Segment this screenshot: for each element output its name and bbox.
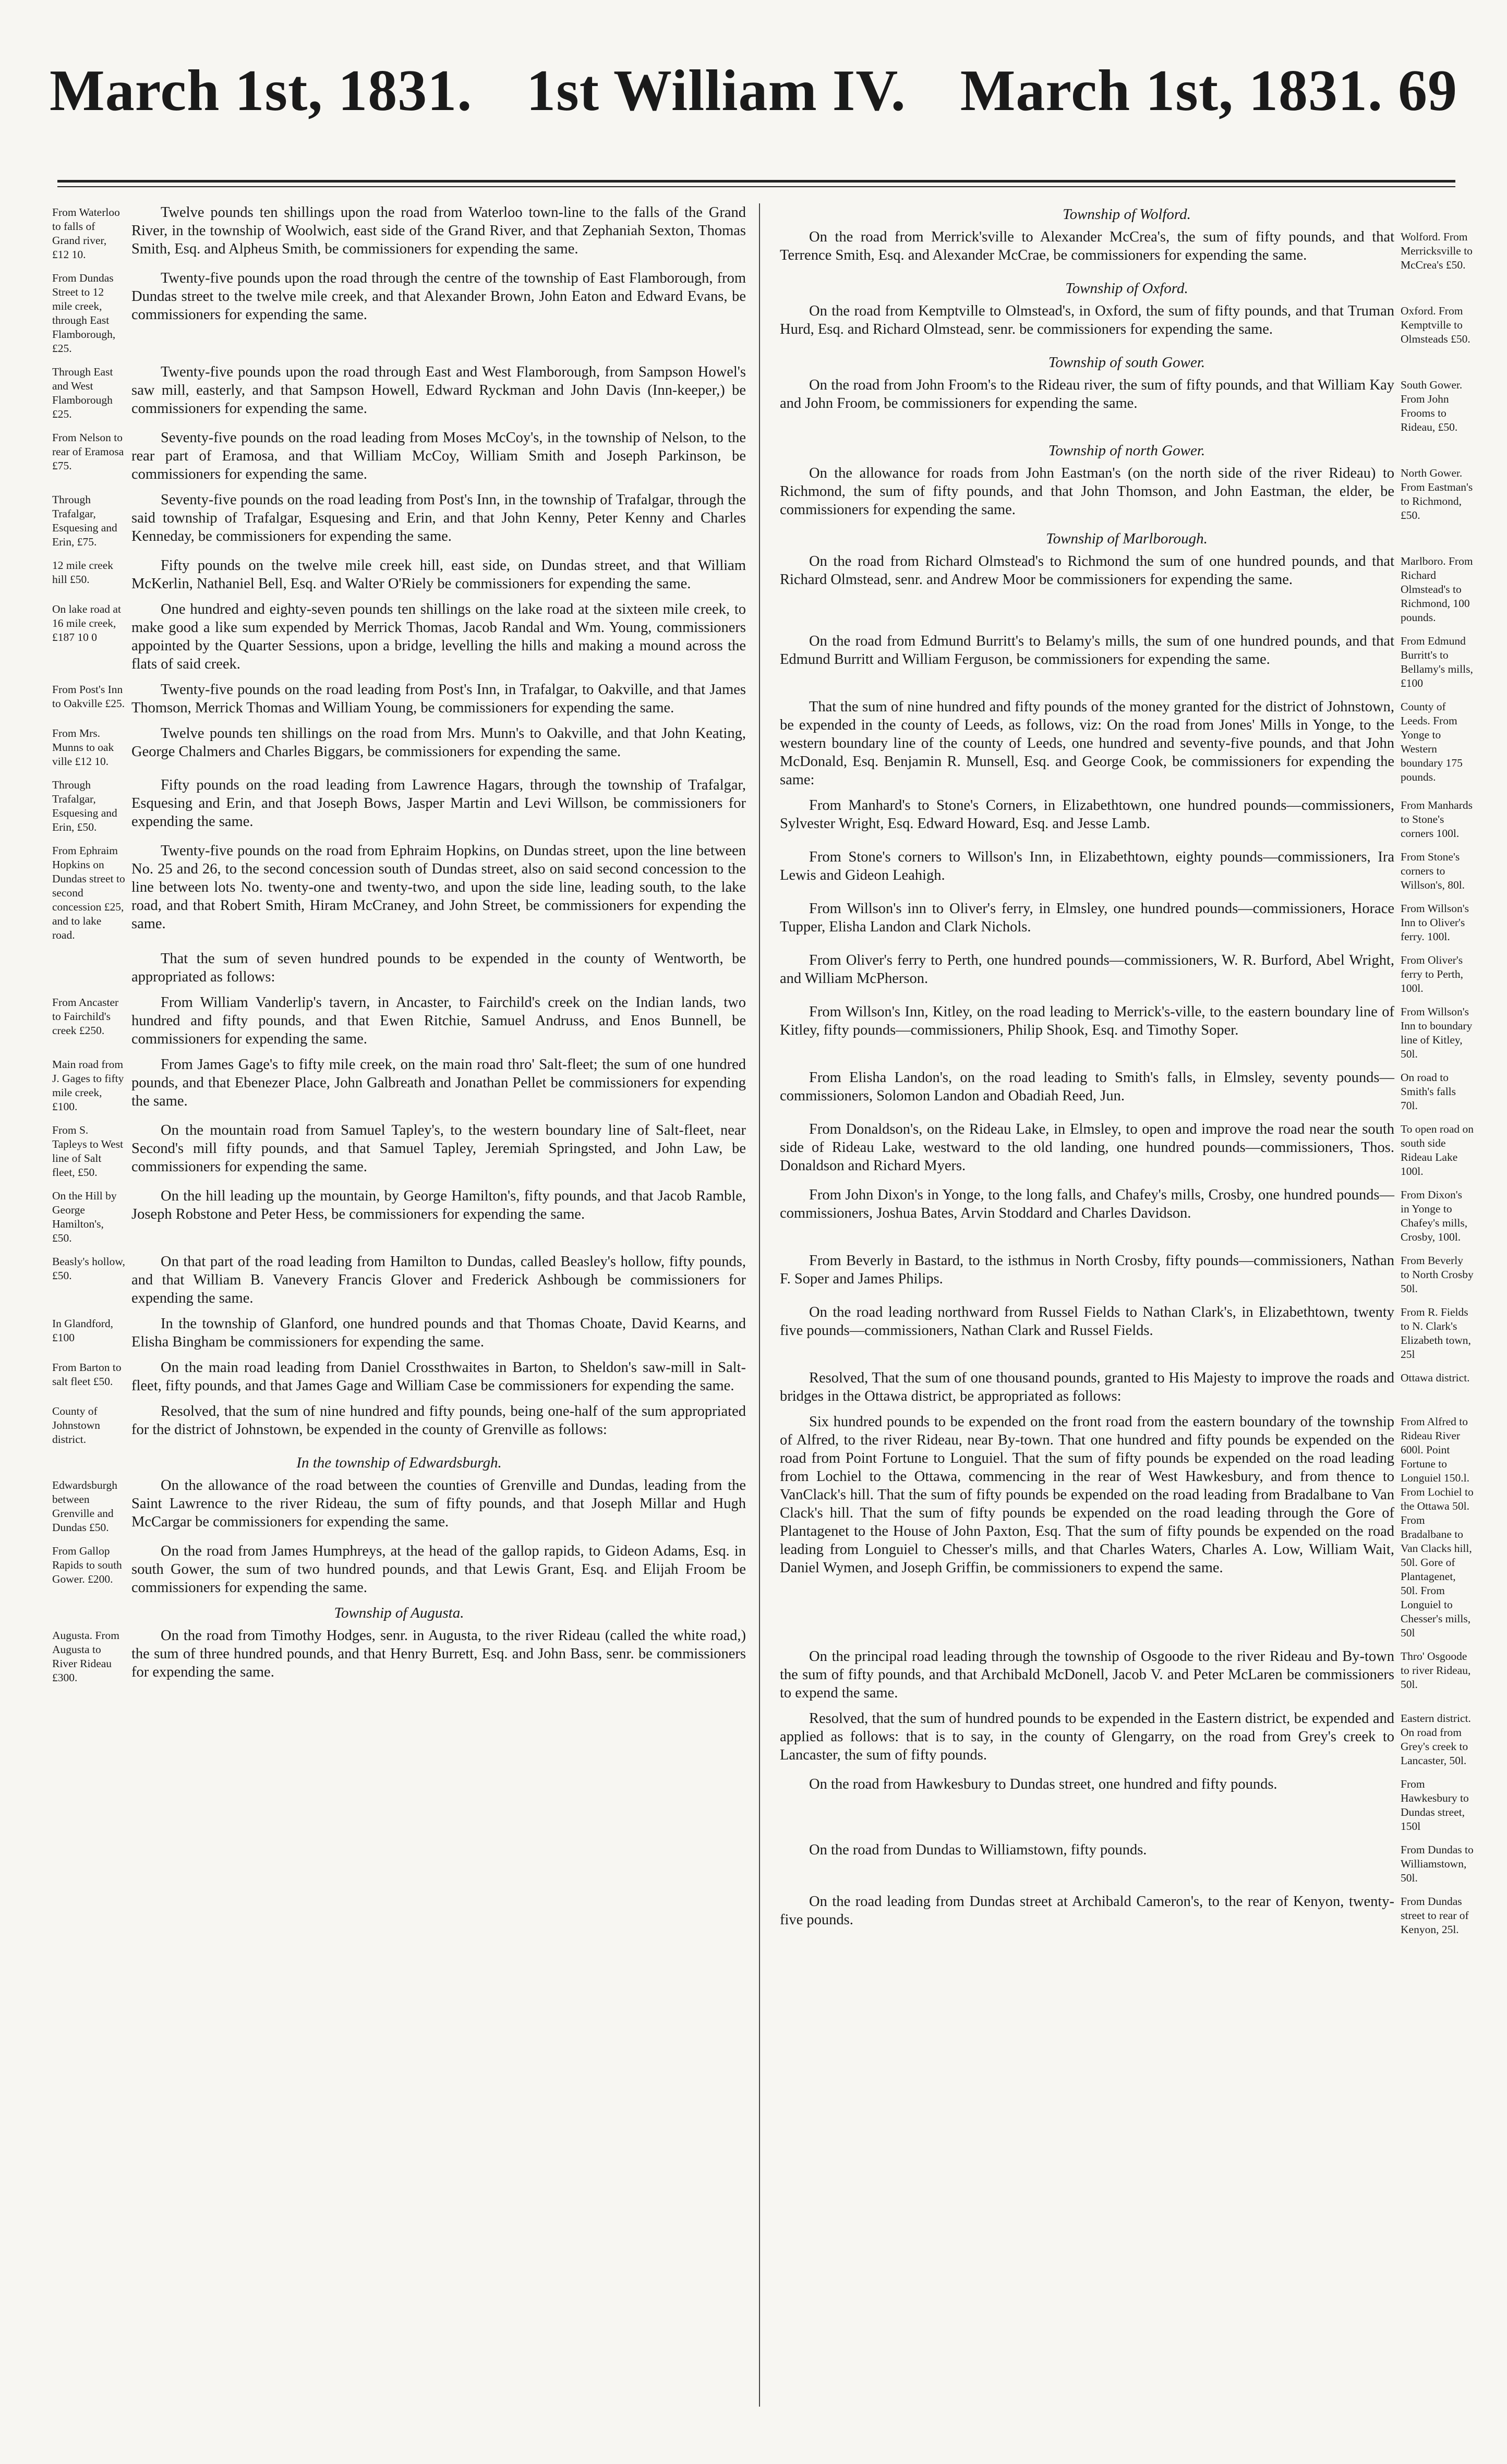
section-heading: Township of Oxford. xyxy=(1065,280,1188,297)
entry-text-block xyxy=(131,1358,746,1395)
resolution-entry xyxy=(780,848,1474,892)
resolution-entry xyxy=(52,556,746,593)
entry-text: From William Vanderlip's tavern, in Ancaster, to Fairchild's creek on the Indian lands, two hundred and fifty pounds, and that Ewen Ritchie, Samuel Andruss, and Enos Bunnell, be commissioners for expending the same. xyxy=(131,994,746,1047)
entry-text-block xyxy=(780,1069,1394,1113)
resolution-entry xyxy=(52,203,746,262)
entry-text: On the road from Edmund Burritt's to Belamy's mills, the sum of one hundred pounds, and that Edmund Burritt and William Ferguson, be commissioners for expending the same. xyxy=(780,633,1394,667)
resolution-entry xyxy=(780,1252,1474,1296)
entry-text: On the road from Dundas to Williamstown, fifty pounds. xyxy=(809,1842,1147,1858)
section-heading: Township of Augusta. xyxy=(334,1605,464,1621)
entry-text-block xyxy=(780,1120,1394,1179)
entry-text: Fifty pounds on the twelve mile creek hill, east side, on Dundas street, and that William McKerlin, Nathaniel Bell, Esq. and Walter O'Riely be commissioners for expending the same. xyxy=(131,557,746,592)
margin-note: From Waterloo to falls of Grand river, £12 10. xyxy=(52,206,120,261)
margin-note: Through Trafalgar, Esquesing and Erin, £50. xyxy=(52,779,117,833)
margin-note: From Dundas Street to 12 mile creek, through East Flamborough, £25. xyxy=(52,272,116,355)
entry-text-block xyxy=(780,1186,1394,1244)
margin-note: From Dundas street to rear of Kenyon, 25l. xyxy=(1401,1895,1469,1936)
entry-text-block xyxy=(131,600,746,673)
resolution-entry xyxy=(780,1303,1474,1362)
column-divider xyxy=(759,203,760,2407)
entry-text: On the road from Kemptville to Olmstead's, in Oxford, the sum of fifty pounds, and that Truman Hurd, Esq. and Richard Olmstead, senr. be commissioners for expending the same. xyxy=(780,303,1394,337)
resolution-entry xyxy=(780,698,1474,789)
entry-text: On the hill leading up the mountain, by George Hamilton's, fifty pounds, and that Jacob Ramble, Joseph Robstone and Peter Hess, be commissioners for expending the same. xyxy=(131,1188,746,1222)
entry-text-block xyxy=(780,632,1394,690)
section-heading: In the township of Edwardsburgh. xyxy=(296,1454,502,1471)
margin-note: 12 mile creek hill £50. xyxy=(52,559,114,586)
resolution-entry xyxy=(780,1413,1474,1640)
header-right-date-page: March 1st, 1831. 69 xyxy=(960,58,1457,123)
entry-text-block xyxy=(780,1413,1394,1640)
margin-note: From R. Fields to N. Clark's Elizabeth town, 25l xyxy=(1401,1306,1471,1361)
resolution-entry xyxy=(780,1120,1474,1179)
resolution-entry xyxy=(780,1647,1474,1702)
margin-note: Main road from J. Gages to fifty mile creek, £100. xyxy=(52,1058,124,1113)
entry-text: On the allowance of the road between the counties of Grenville and Dundas, leading from the Saint Lawrence to the river Rideau, the sum of fifty pounds, and that Joseph Millar and Hugh McCargar be commissioners for expending the same. xyxy=(131,1477,746,1530)
page-header xyxy=(50,57,1457,136)
margin-note: From Nelson to rear of Eramosa £75. xyxy=(52,431,124,472)
margin-note: From S. Tapleys to West line of Salt fleet, £50. xyxy=(52,1124,124,1179)
entry-text-block xyxy=(131,491,746,549)
entry-text: That the sum of seven hundred pounds to be expended in the county of Wentworth, be appropriated as follows: xyxy=(131,951,746,985)
resolution-entry xyxy=(52,1121,746,1180)
entry-text-block xyxy=(131,724,746,769)
entry-text: Resolved, that the sum of hundred pounds to be expended in the Eastern district, be expended and applied as follows: that is to say, in the county of Glengarry, on the road from Grey's creek to Lancaster, the sum of fifty pounds. xyxy=(780,1710,1394,1763)
resolution-entry xyxy=(52,993,746,1048)
margin-note: Beasly's hollow, £50. xyxy=(52,1255,125,1282)
entry-text-block xyxy=(131,556,746,593)
entry-text-block xyxy=(131,1055,746,1114)
resolution-entry xyxy=(780,1775,1474,1834)
entry-text-block xyxy=(780,900,1394,944)
entry-text: From Oliver's ferry to Perth, one hundred pounds—commissioners, W. R. Burford, Abel Wright, and William McPherson. xyxy=(780,952,1394,987)
entry-text: On the road from Merrick'sville to Alexander McCrea's, the sum of fifty pounds, and that Terrence Smith, Esq. and Alexander McCrae, be commissioners for expending the same. xyxy=(780,229,1394,263)
entry-text-block xyxy=(131,1542,746,1597)
entry-text: On the principal road leading through the township of Osgoode to the river Rideau and By-town the sum of fifty pounds, and that Archibald McDonell, Jacob V. and Peter McLaren be commissioners to expend the same. xyxy=(780,1648,1394,1701)
resolution-entry xyxy=(780,552,1474,625)
entry-text-block xyxy=(780,302,1394,346)
entry-text: From Manhard's to Stone's Corners, in Elizabethtown, one hundred pounds—commissioners, Sylvester Wright, Esq. Edward Howard, Esq. and Jesse Lamb. xyxy=(780,797,1394,832)
resolution-entry xyxy=(780,796,1474,841)
resolution-entry xyxy=(52,1253,746,1307)
entry-text-block xyxy=(131,1402,746,1447)
entry-text-block xyxy=(780,848,1394,892)
margin-note: From Mrs. Munns to oak ville £12 10. xyxy=(52,727,114,768)
margin-note: From Alfred to Rideau River 600l. Point Fortune to Longuiel 150.l. From Lochiel to the Ottawa 50l. From Bradalbane to Van Clacks hill, 50l. Gore of Plantagenet, 50l. From Longuiel to Chesser's mills, 50l xyxy=(1401,1415,1474,1639)
entry-text-block xyxy=(780,1252,1394,1296)
entry-text: Resolved, That the sum of one thousand pounds, granted to His Majesty to improve the roads and bridges in the Ottawa district, be appropriated as follows: xyxy=(780,1370,1394,1404)
entry-text-block xyxy=(131,1476,746,1535)
entry-text: On the allowance for roads from John Eastman's (on the north side of the river Rideau) to Richmond, the sum of fifty pounds, and that John Thomson, and John Eastman, the elder, be commissioners for expending the same. xyxy=(780,465,1394,518)
entry-text-block xyxy=(780,376,1394,434)
resolution-entry xyxy=(52,776,746,834)
resolution-entry xyxy=(52,1476,746,1535)
entry-text-block xyxy=(131,1187,746,1245)
margin-note: Marlboro. From Richard Olmstead's to Richmond, 100 pounds. xyxy=(1401,555,1473,624)
entry-text: On that part of the road leading from Hamilton to Dundas, called Beasley's hollow, fifty pounds, and that William B. Vanevery Francis Glover and Frederick Ashbough be commissioners for expending the same. xyxy=(131,1254,746,1306)
resolution-entry xyxy=(52,1055,746,1114)
margin-note: From Ephraim Hopkins on Dundas street to second concession £25, and to lake road. xyxy=(52,844,125,941)
entry-text: On the mountain road from Samuel Tapley's, to the western boundary line of Salt-fleet, near Second's mill fifty pounds, and that Samuel Tapley, Jeremiah Springsted, and John Law, be commissioners for expending the same. xyxy=(131,1122,746,1175)
margin-note: From Dixon's in Yonge to Chafey's mills, Crosby, 100l. xyxy=(1401,1188,1468,1243)
entry-text: From Beverly in Bastard, to the isthmus in North Crosby, fifty pounds—commissioners, Nathan F. Soper and James Philips. xyxy=(780,1253,1394,1287)
entry-text: On the road from James Humphreys, at the head of the gallop rapids, to Gideon Adams, Esq. in south Gower, the sum of two hundred pounds, and that Lewis Grant, Esq. and Elijah Froom be commissioners for expending the same. xyxy=(131,1543,746,1596)
entry-text: From Stone's corners to Willson's Inn, in Elizabethtown, eighty pounds—commissioners, Ira Lewis and Gideon Leahigh. xyxy=(780,849,1394,883)
entry-text-block xyxy=(780,1303,1394,1362)
margin-note: From Beverly to North Crosby 50l. xyxy=(1401,1254,1474,1295)
entry-text: Twelve pounds ten shillings upon the road from Waterloo town-line to the falls of the Grand River, in the township of Woolwich, east side of the Grand River, and that Zephaniah Sexton, Thomas Smith, Esq. and Alpheus Smith, be commissioners for expending the same. xyxy=(131,204,746,257)
entry-text-block xyxy=(780,698,1394,789)
resolution-entry xyxy=(780,228,1474,272)
entry-text-block xyxy=(131,269,746,356)
resolution-entry xyxy=(52,681,746,717)
margin-note: North Gower. From Eastman's to Richmond, £50. xyxy=(1401,467,1473,521)
entry-text: Resolved, that the sum of nine hundred and fifty pounds, being one-half of the sum appropriated for the district of Johnstown, be expended in the county of Grenville as follows: xyxy=(131,1403,746,1438)
entry-text-block xyxy=(131,203,746,262)
entry-text-block xyxy=(131,429,746,483)
entry-text-block xyxy=(780,796,1394,841)
entry-text-block xyxy=(780,1892,1394,1937)
margin-note: Eastern district. On road from Grey's creek to Lancaster, 50l. xyxy=(1401,1712,1471,1767)
entry-text-block xyxy=(131,993,746,1048)
margin-note: From Willson's Inn to Oliver's ferry. 100l. xyxy=(1401,902,1469,943)
resolution-entry xyxy=(52,1358,746,1395)
entry-text-block xyxy=(780,1647,1394,1702)
resolution-entry xyxy=(52,842,746,942)
entry-text-block xyxy=(780,1775,1394,1834)
margin-note: Augusta. From Augusta to River Rideau £300. xyxy=(52,1629,119,1684)
entry-text: On the road from Timothy Hodges, senr. in Augusta, to the river Rideau (called the white road,) the sum of three hundred pounds, and that Henry Burrett, Esq. and John Bass, senr. be commissioners for expending the same. xyxy=(131,1628,746,1680)
margin-note: From Manhards to Stone's corners 100l. xyxy=(1401,799,1473,840)
entry-text: Twelve pounds ten shillings on the road from Mrs. Munn's to Oakville, and that John Keating, George Chalmers and Charles Biggars, be commissioners for expending the same. xyxy=(131,725,746,760)
resolution-entry xyxy=(52,1402,746,1447)
section-heading: Township of Marlborough. xyxy=(1046,530,1208,547)
margin-note: On lake road at 16 mile creek, £187 10 0 xyxy=(52,603,121,644)
resolution-entry xyxy=(52,429,746,483)
entry-text: Seventy-five pounds on the road leading from Moses McCoy's, in the township of Nelson, to the rear part of Eramosa, and that William McCoy, William Smith and Joseph Parkinson, be commissioners for expending the same. xyxy=(131,430,746,482)
entry-text: On the road from John Froom's to the Rideau river, the sum of fifty pounds, and that William Kay and John Froom, be commissioners for expending the same. xyxy=(780,377,1394,411)
entry-text-block xyxy=(780,951,1394,996)
entry-text-block xyxy=(780,1003,1394,1061)
header-center-title: 1st William IV. xyxy=(526,58,906,123)
margin-note: From Edmund Burritt's to Bellamy's mills, £100 xyxy=(1401,635,1473,689)
resolution-entry xyxy=(52,1542,746,1597)
entry-text-block xyxy=(131,1253,746,1307)
entry-text: That the sum of nine hundred and fifty pounds of the money granted for the district of Johnstown, be expended in the county of Leeds, as follows, viz: On the road from Jones' Mills in Yonge, to the western boundary line of the county of Leeds, one hundred and seventy-five pounds, and that John McDonald, Esq. Benjamin R. Munsell, Esq. and George Cook, be commissioners for expending the same: xyxy=(780,699,1394,788)
left-column xyxy=(52,203,746,2433)
margin-note: From Ancaster to Fairchild's creek £250. xyxy=(52,996,119,1037)
section-heading: Township of Wolford. xyxy=(1063,206,1191,223)
entry-text: From Willson's Inn, Kitley, on the road leading to Merrick's-ville, to the eastern boundary line of Kitley, fifty pounds—commissioners, Philip Shook, Esq. and Timothy Soper. xyxy=(780,1004,1394,1038)
resolution-entry xyxy=(780,1709,1474,1768)
margin-note: To open road on south side Rideau Lake 100l. xyxy=(1401,1123,1474,1178)
margin-note xyxy=(52,950,125,986)
entry-text: Twenty-five pounds on the road leading from Post's Inn, in Trafalgar, to Oakville, and that James Thomson, Merrick Thomas and William Young, be commissioners for expending the same. xyxy=(131,682,746,716)
resolution-entry xyxy=(52,491,746,549)
entry-text: From John Dixon's in Yonge, to the long falls, and Chafey's mills, Crosby, one hundred pounds—commissioners, Joshua Bates, Arvin Stoddard and Charles Davidson. xyxy=(780,1187,1394,1221)
margin-note: From Hawkesbury to Dundas street, 150l xyxy=(1401,1778,1469,1832)
entry-text: From Willson's inn to Oliver's ferry, in Elmsley, one hundred pounds—commissioners, Horace Tupper, Elisha Landon and Clark Nichols. xyxy=(780,901,1394,935)
resolution-entry xyxy=(52,724,746,769)
header-rule-thin xyxy=(57,186,1455,187)
resolution-entry xyxy=(780,464,1474,523)
entry-text: From Donaldson's, on the Rideau Lake, in Elmsley, to open and improve the road near the south side of Rideau Lake, westward to the old landing, one hundred pounds—commissioners, Thos. Donaldson and Richard Myers. xyxy=(780,1121,1394,1174)
margin-note: South Gower. From John Frooms to Rideau, £50. xyxy=(1401,379,1463,433)
entry-text-block xyxy=(780,464,1394,523)
section-heading: Township of north Gower. xyxy=(1048,442,1205,459)
margin-note: From Post's Inn to Oakville £25. xyxy=(52,683,125,710)
resolution-entry xyxy=(780,1069,1474,1113)
margin-note: From Stone's corners to Willson's, 80l. xyxy=(1401,851,1465,891)
resolution-entry xyxy=(780,376,1474,434)
resolution-entry xyxy=(52,269,746,356)
header-rule xyxy=(57,180,1455,183)
margin-note: County of Leeds. From Yonge to Western boundary 175 pounds. xyxy=(1401,700,1463,783)
resolution-entry xyxy=(780,632,1474,690)
entry-text: Twenty-five pounds on the road from Ephraim Hopkins, on Dundas street, upon the line between No. 25 and 26, to the second concession south of Dundas street, also on said second concession to the line between lots No. twenty-one and twenty-two, and upon the side line, leading south, to the lake road, and that Robert Smith, Hiram McCraney, and John Street, be commissioners for expending the same. xyxy=(131,843,746,932)
entry-text: Twenty-five pounds upon the road through the centre of the township of East Flamborough, from Dundas street to the twelve mile creek, and that Alexander Brown, John Eaton and Edward Evans, be commissioners for expending the same. xyxy=(131,270,746,323)
margin-note: From Dundas to Williamstown, 50l. xyxy=(1401,1843,1474,1884)
entry-text-block xyxy=(780,552,1394,625)
entry-text: Fifty pounds on the road leading from Lawrence Hagars, through the township of Trafalgar, Esquesing and Erin, and that Joseph Bows, Jasper Martin and Levi Willson, be commissioners for expending the same. xyxy=(131,777,746,830)
margin-note: From Willson's Inn to boundary line of Kitley, 50l. xyxy=(1401,1005,1473,1060)
resolution-entry xyxy=(780,1369,1474,1405)
right-column xyxy=(780,203,1474,2433)
margin-note: Thro' Osgoode to river Rideau, 50l. xyxy=(1401,1650,1471,1691)
entry-text-block xyxy=(780,1369,1394,1405)
entry-text-block xyxy=(131,363,746,421)
entry-text-block xyxy=(131,681,746,717)
resolution-entry xyxy=(780,1003,1474,1061)
resolution-entry xyxy=(52,950,746,986)
entry-text-block xyxy=(780,1841,1394,1885)
entry-text-block xyxy=(131,1627,746,1685)
margin-note: From Gallop Rapids to south Gower. £200. xyxy=(52,1545,122,1585)
section-heading: Township of south Gower. xyxy=(1048,354,1205,371)
entry-text: On the road leading northward from Russel Fields to Nathan Clark's, in Elizabethtown, twenty five pounds—commissioners, Nathan Clark and Russel Fields. xyxy=(780,1304,1394,1339)
resolution-entry xyxy=(52,1187,746,1245)
entry-text: From Elisha Landon's, on the road leading to Smith's falls, in Elmsley, seventy pounds—commissioners, Solomon Landon and Obadiah Reed, Jun. xyxy=(780,1070,1394,1104)
entry-text: One hundred and eighty-seven pounds ten shillings on the lake road at the sixteen mile creek, to make good a like sum expended by Merrick Thomas, Jacob Randal and Wm. Young, commissioners appointed by the Quarter Sessions, upon a bridge, levelling the hills and making a mound across the flats of said creek. xyxy=(131,601,746,672)
entry-text-block xyxy=(131,1121,746,1180)
entry-text-block xyxy=(131,1315,746,1351)
entry-text: On the road leading from Dundas street at Archibald Cameron's, to the rear of Kenyon, twenty-five pounds. xyxy=(780,1893,1394,1928)
resolution-entry xyxy=(780,900,1474,944)
entry-text: On the road from Richard Olmstead's to Richmond the sum of one hundred pounds, and that Richard Olmstead, senr. and Andrew Moor be commissioners for expending the same. xyxy=(780,553,1394,588)
margin-note: From Barton to salt fleet £50. xyxy=(52,1361,122,1388)
entry-text-block xyxy=(131,776,746,834)
resolution-entry xyxy=(52,600,746,673)
margin-note: Through Trafalgar, Esquesing and Erin, £75. xyxy=(52,493,117,548)
resolution-entry xyxy=(52,363,746,421)
entry-text: In the township of Glanford, one hundred pounds and that Thomas Choate, David Kearns, and Elisha Bingham be commissioners for expending the same. xyxy=(131,1316,746,1350)
resolution-entry xyxy=(780,1186,1474,1244)
resolution-entry xyxy=(780,1892,1474,1937)
entry-text: Seventy-five pounds on the road leading from Post's Inn, in the township of Trafalgar, through the said township of Trafalgar, Esquesing and Erin, and that John Kenny, Peter Kenny and Charles Kenneday, be commissioners for expending the same. xyxy=(131,492,746,544)
entry-text-block xyxy=(780,1709,1394,1768)
entry-text: Six hundred pounds to be expended on the front road from the eastern boundary of the township of Alfred, to the river Rideau, near By-town. That one hundred and fifty pounds be expended on the road from Point Fortune to Longuiel. That the sum of fifty pounds be expended on the road leading from Lochiel to the Ottawa, commencing in the rear of West Hawkesbury, and from thence to VanClack's hill. That the sum of fifty pounds be expended on the road leading from Bradalbane to Van Clack's hill. That the sum of fifty pounds be expended on the road leading through the Gore of Plantagenet to the House of John Paxton, Esq. That the sum of fifty pounds be expended on the road leading from Longuiel to Chesser's mills, and that Charles Waters, Charles A. Low, William Wait, Daniel Wymen, and Joseph Griffin, be commissioners to expend the same. xyxy=(780,1414,1394,1576)
resolution-entry xyxy=(780,951,1474,996)
resolution-entry xyxy=(780,1841,1474,1885)
header-left-date: March 1st, 1831. xyxy=(50,58,473,123)
entry-text-block xyxy=(780,228,1394,272)
entry-text: On the road from Hawkesbury to Dundas street, one hundred and fifty pounds. xyxy=(809,1776,1277,1792)
entry-text-block xyxy=(131,950,746,986)
margin-note: Edwardsburgh between Grenville and Dundas £50. xyxy=(52,1479,118,1534)
margin-note: County of Johnstown district. xyxy=(52,1405,100,1446)
margin-note: Wolford. From Merricksville to McCrea's £50. xyxy=(1401,230,1473,271)
margin-note: From Oliver's ferry to Perth, 100l. xyxy=(1401,954,1464,994)
margin-note: Oxford. From Kemptville to Olmsteads £50. xyxy=(1401,305,1470,345)
entry-text: On the main road leading from Daniel Crossthwaites in Barton, to Sheldon's saw-mill in Salt-fleet, fifty pounds, and that James Gage and William Case be commissioners for expending the same. xyxy=(131,1360,746,1394)
resolution-entry xyxy=(780,302,1474,346)
entry-text: From James Gage's to fifty mile creek, on the main road thro' Salt-fleet; the sum of one hundred pounds, and that Ebenezer Place, John Galbreath and Jonathan Pellet be commissioners for expending the same. xyxy=(131,1057,746,1109)
margin-note: On the Hill by George Hamilton's, £50. xyxy=(52,1189,117,1244)
entry-text: Twenty-five pounds upon the road through East and West Flamborough, from Sampson Howel's saw mill, easterly, and that Sampson Howell, Edward Ryckman and John Davis (Inn-keeper,) be commissioners for expending the same. xyxy=(131,364,746,417)
entry-text-block xyxy=(131,842,746,942)
margin-note: In Glandford, £100 xyxy=(52,1317,114,1344)
margin-note: Ottawa district. xyxy=(1401,1371,1470,1384)
margin-note: Through East and West Flamborough £25. xyxy=(52,366,113,420)
resolution-entry xyxy=(52,1315,746,1351)
resolution-entry xyxy=(52,1627,746,1685)
margin-note: On road to Smith's falls 70l. xyxy=(1401,1071,1456,1112)
